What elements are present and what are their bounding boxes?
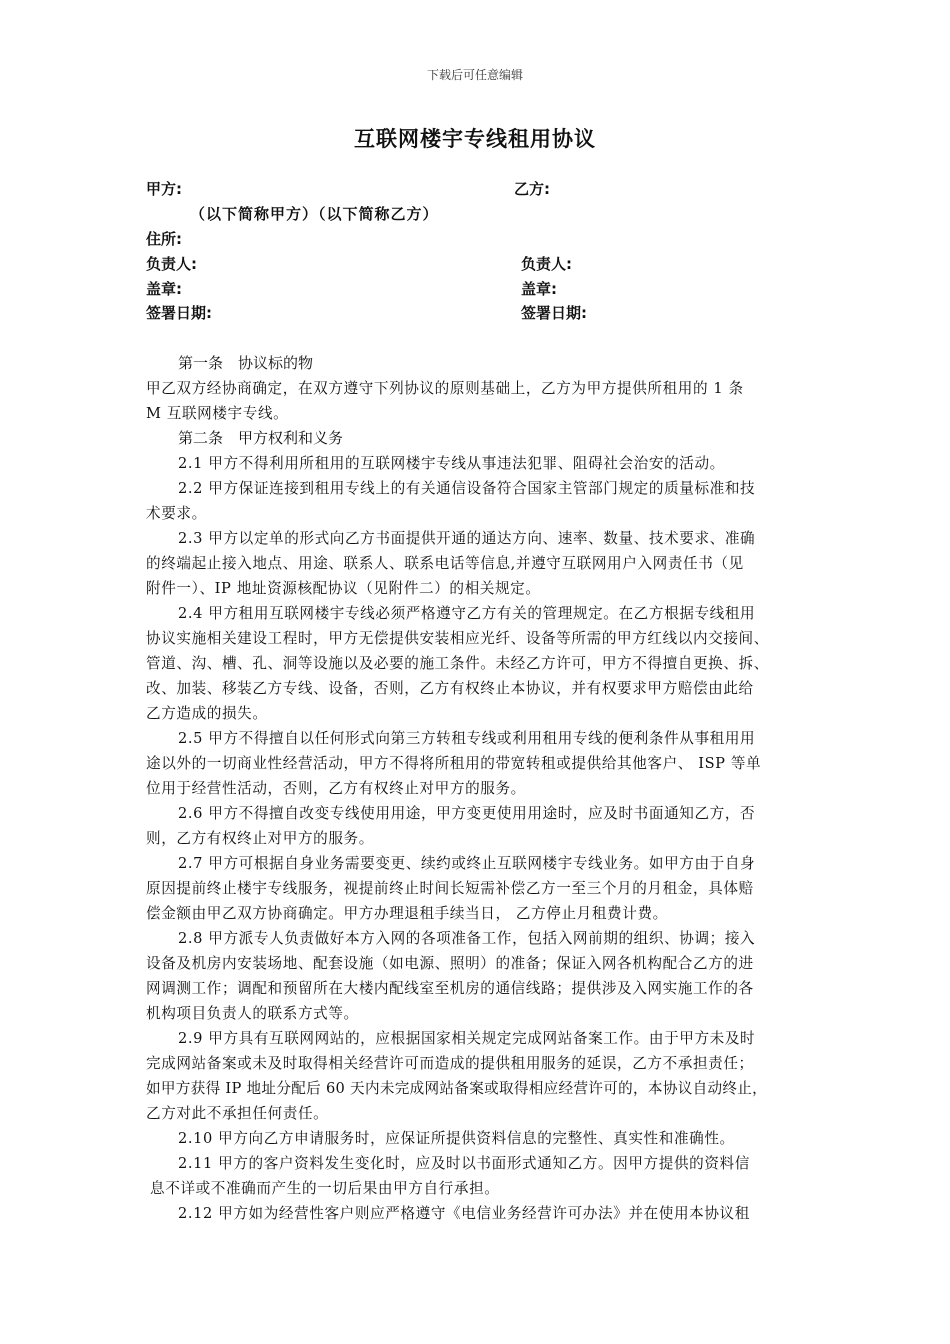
clause-line: 2.6 甲方不得擅自改变专线使用用途，甲方变更使用用途时，应及时书面通知乙方，否 xyxy=(178,805,756,822)
clause-line: 2.8 甲方派专人负责做好本方入网的各项准备工作，包括入网前期的组织、协调；接入 xyxy=(178,930,756,947)
clause-line: 途以外的一切商业性经营活动，甲方不得将所租用的带宽转租或提供给其他客户、 ISP 等单 xyxy=(146,755,762,772)
party-b-label: 乙方: xyxy=(514,180,550,198)
abbreviation-line: （以下简称甲方）（以下简称乙方） xyxy=(190,205,439,223)
article1-heading: 第一条 协议标的物 xyxy=(178,354,314,372)
clause-line: 2.1 甲方不得利用所租用的互联网楼宇专线从事违法犯罪、阻碍社会治安的活动。 xyxy=(178,455,725,472)
clause-line: 偿金额由甲乙双方协商确定。甲方办理退租手续当日， 乙方停止月租费计费。 xyxy=(146,905,668,922)
clause-line: 2.10 甲方向乙方申请服务时，应保证所提供资料信息的完整性、真实性和准确性。 xyxy=(178,1130,735,1147)
date-a-label: 签署日期: xyxy=(146,304,212,322)
clause-line: 2.9 甲方具有互联网网站的，应根据国家相关规定完成网站备案工作。由于甲方未及时 xyxy=(178,1030,756,1047)
clause-line: 改、加装、移装乙方专线、设备，否则，乙方有权终止本协议，并有权要求甲方赔偿由此给 xyxy=(146,680,754,697)
responsible-a-label: 负责人: xyxy=(146,255,197,273)
article1-line: M 互联网楼宇专线。 xyxy=(146,405,289,422)
clause-line: 的终端起止接入地点、用途、联系人、联系电话等信息,并遵守互联网用户入网责任书（见 xyxy=(146,555,744,572)
seal-b-label: 盖章: xyxy=(521,280,557,298)
clause-line: 2.12 甲方如为经营性客户则应严格遵守《电信业务经营许可办法》并在使用本协议租 xyxy=(178,1205,750,1222)
clause-line: 术要求。 xyxy=(146,505,207,522)
clause-line: 2.7 甲方可根据自身业务需要变更、续约或终止互联网楼宇专线业务。如甲方由于自身 xyxy=(178,855,756,872)
clause-line: 管道、沟、槽、孔、洞等设施以及必要的施工条件。未经乙方许可，甲方不得擅自更换、拆、 xyxy=(146,655,769,672)
clause-line: 2.2 甲方保证连接到租用专线上的有关通信设备符合国家主管部门规定的质量标准和技 xyxy=(178,480,756,497)
document-title: 互联网楼宇专线租用协议 xyxy=(354,127,596,151)
clause-line: 2.5 甲方不得擅自以任何形式向第三方转租专线或利用租用专线的便利条件从事租用用 xyxy=(178,730,756,747)
address-label: 住所: xyxy=(146,230,182,248)
article1-line: 甲乙双方经协商确定，在双方遵守下列协议的原则基础上，乙方为甲方提供所租用的 1 条 xyxy=(146,380,744,397)
clause-line: 2.3 甲方以定单的形式向乙方书面提供开通的通达方向、速率、数量、技术要求、准确 xyxy=(178,530,756,547)
clause-line: 位用于经营性活动，否则，乙方有权终止对甲方的服务。 xyxy=(146,780,526,797)
clause-line: 完成网站备案或未及时取得相关经营许可而造成的提供租用服务的延误，乙方不承担责任； xyxy=(146,1055,754,1072)
clause-line: 乙方对此不承担任何责任。 xyxy=(146,1105,329,1122)
clause-line: 协议实施相关建设工程时，甲方无偿提供安装相应光纤、设备等所需的甲方红线以内交接间、 xyxy=(146,630,769,647)
clause-line: 原因提前终止楼宇专线服务，视提前终止时间长短需补偿乙方一至三个月的月租金，具体赔 xyxy=(146,880,754,897)
clause-line: 2.4 甲方租用互联网楼宇专线必须严格遵守乙方有关的管理规定。在乙方根据专线租用 xyxy=(178,605,756,622)
clause-line: 2.11 甲方的客户资料发生变化时，应及时以书面形式通知乙方。因甲方提供的资料信 xyxy=(178,1155,750,1172)
clause-line: 则，乙方有权终止对甲方的服务。 xyxy=(146,830,374,847)
header-note: 下载后可任意编辑 xyxy=(426,68,523,82)
clause-line: 网调测工作；调配和预留所在大楼内配线室至机房的通信线路；提供涉及入网实施工作的各 xyxy=(146,980,754,997)
date-b-label: 签署日期: xyxy=(521,304,587,322)
clause-line: 附件一）、IP 地址资源核配协议（见附件二）的相关规定。 xyxy=(146,580,541,597)
clause-line: 设备及机房内安装场地、配套设施（如电源、照明）的准备；保证入网各机构配合乙方的进 xyxy=(146,955,754,972)
clause-line: 乙方造成的损失。 xyxy=(146,705,268,722)
party-a-label: 甲方: xyxy=(146,180,182,198)
article2-heading: 第二条 甲方权利和义务 xyxy=(178,429,344,447)
clause-line: 机构项目负责人的联系方式等。 xyxy=(146,1005,359,1022)
responsible-b-label: 负责人: xyxy=(521,255,572,273)
clause-line: 如甲方获得 IP 地址分配后 60 天内未完成网站备案或取得相应经营许可的，本协议自动终止， xyxy=(146,1080,768,1097)
seal-a-label: 盖章: xyxy=(146,280,182,298)
clause-line: 息不详或不准确而产生的一切后果由甲方自行承担。 xyxy=(150,1180,500,1197)
